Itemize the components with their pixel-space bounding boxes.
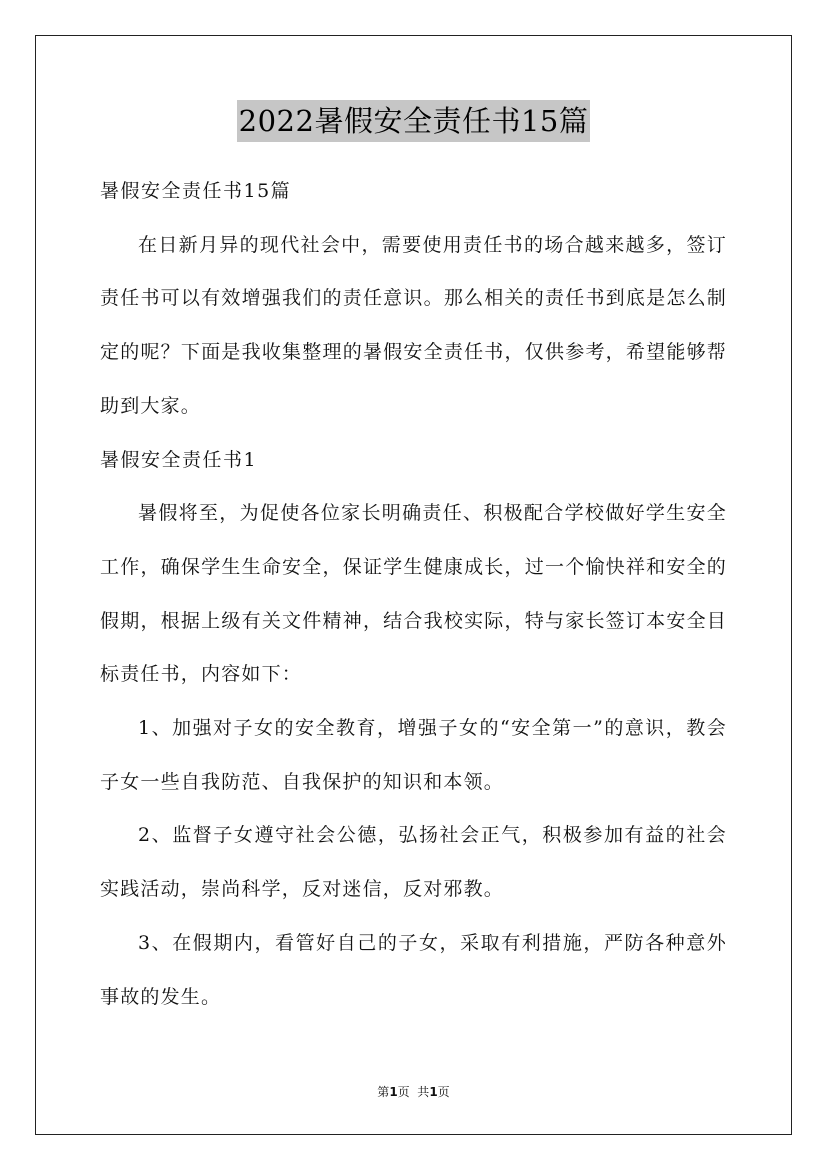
document-body xyxy=(100,165,727,1024)
page-total-number: 1 xyxy=(429,1085,438,1099)
list-item: 1、加强对子女的安全教育，增强子女的“安全第一”的意识，教会子女一些自我防范、自我保护的知识和本领。 xyxy=(100,717,727,793)
list-item: 3、在假期内，看管好自己的子女，采取有利措施，严防各种意外事故的发生。 xyxy=(100,931,727,1008)
section-heading: 暑假安全责任书1 xyxy=(100,448,258,471)
page-footer xyxy=(0,1082,827,1102)
page-current-number: 1 xyxy=(389,1085,398,1099)
section-heading: 暑假安全责任书15篇 xyxy=(100,180,292,202)
page-suffix: 页 xyxy=(437,1085,450,1099)
intro-paragraph: 在日新月异的现代社会中，需要使用责任书的场合越来越多，签订责任书可以有效增强我们的责任意识。那么相关的责任书到底是怎么制定的呢？下面是我收集整理的暑假安全责任书，仅供参考，希望能够帮助到大家。 xyxy=(100,233,727,417)
list-item: 2、监督子女遵守社会公德，弘扬社会正气，积极参加有益的社会实践活动，崇尚科学，反对迷信，反对邪教。 xyxy=(100,824,727,901)
document-title: 2022暑假安全责任书15篇 xyxy=(237,100,591,142)
title-container xyxy=(0,100,827,142)
page-prefix: 第 xyxy=(377,1085,390,1099)
body-paragraph: 暑假将至，为促使各位家长明确责任、积极配合学校做好学生安全工作，确保学生生命安全，保证学生健康成长，过一个愉快祥和安全的假期，根据上级有关文件精神，结合我校实际，特与家长签订本安全目标责任书，内容如下： xyxy=(100,502,727,686)
page-mid: 页 共 xyxy=(397,1085,430,1099)
